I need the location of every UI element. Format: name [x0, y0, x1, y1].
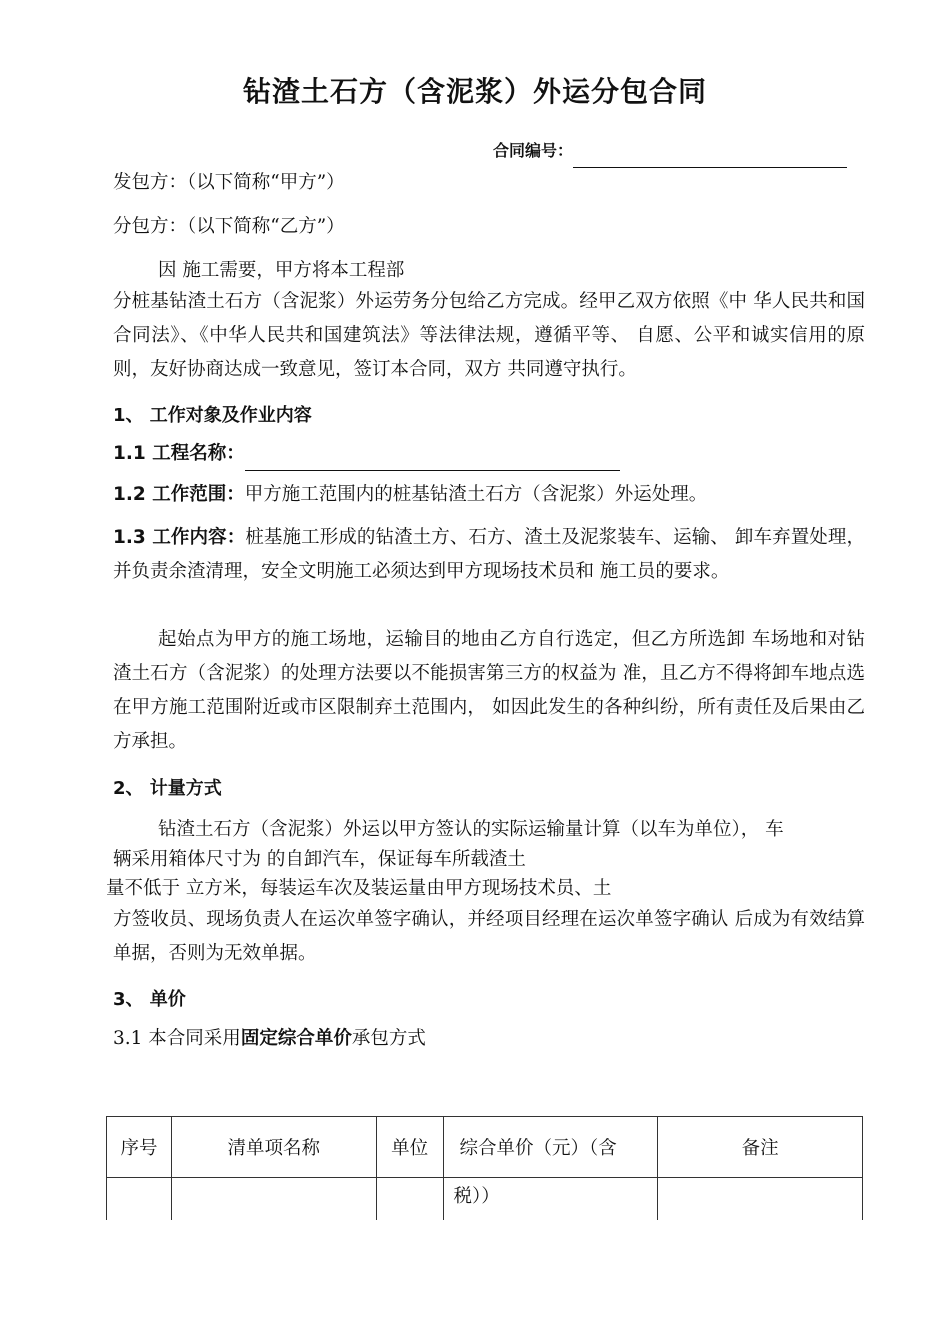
subcontractor-line: 分包方：（以下简称“乙方”） — [113, 216, 345, 237]
item-1-1-label: 1.1 工程名称： — [113, 443, 245, 464]
item-1-3-label: 1.3 工作内容： — [113, 527, 246, 548]
header-remarks: 备注 — [658, 1117, 863, 1178]
section-3-heading: 3、 单价 — [113, 989, 186, 1010]
item-3-1-prefix: 3.1 本合同采用 — [113, 1028, 241, 1049]
item-3-1-bold: 固定综合单价 — [240, 1028, 352, 1049]
section-1-paragraph: 起始点为甲方的施工场地，运输目的地由乙方自行选定，但乙方所选卸 车场地和对钻渣土石方（含泥浆）的处理方法要以不能损害第三方的权益为 准，且乙方不得将卸车地点选在甲方施工范围附近或市区限制弃土范围内， 如因此发生的各种纠纷，所有责任及后果由乙方承担。 — [113, 629, 865, 752]
cell-unit-price-continued: 税）） — [443, 1178, 658, 1228]
section-2-heading: 2、 计量方式 — [113, 778, 222, 799]
intro-first-line: 因 施工需要，甲方将本工程部 — [158, 260, 405, 281]
item-3-1 — [113, 1022, 426, 1056]
page-cut-mask — [0, 1220, 950, 1344]
contract-number-blank[interactable] — [573, 147, 847, 168]
employer-line: 发包方：（以下简称“甲方”） — [113, 172, 345, 193]
item-1-3 — [113, 521, 865, 589]
header-item-name: 清单项名称 — [171, 1117, 376, 1178]
item-1-2-label: 1.2 工作范围： — [113, 484, 245, 505]
item-3-1-suffix: 承包方式 — [351, 1028, 426, 1049]
item-1-1 — [113, 437, 620, 471]
intro-paragraph: 分桩基钻渣土石方（含泥浆）外运劳务分包给乙方完成。经甲乙双方依照《中 华人民共和国合同法》、《中华人民共和国建筑法》等法律法规，遵循平等、 自愿、公平和诚实信用的原则，友好协商达成一致意见，签订本合同，双方 共同遵守执行。 — [113, 291, 865, 380]
document-title: 钻渣土石方（含泥浆）外运分包合同 — [242, 75, 707, 108]
item-1-2-text: 甲方施工范围内的桩基钻渣土石方（含泥浆）外运处理。 — [244, 484, 708, 505]
contract-number-label: 合同编号： — [493, 141, 574, 160]
item-1-3-text: 桩基施工形成的钻渣土方、石方、渣土及泥浆装车、运输、 卸车弃置处理，并负责余渣清理，安全文明施工必须达到甲方现场技术员和 施工员的要求。 — [113, 527, 865, 582]
header-seq: 序号 — [107, 1117, 172, 1178]
header-unit-price: 综合单价（元）（含 — [443, 1117, 658, 1178]
item-1-2 — [113, 478, 707, 512]
section-2-rest: 方签收员、现场负责人在运次单签字确认，并经项目经理在运次单签字确认 后成为有效结算单据，否则为无效单据。 — [113, 909, 865, 964]
contract-number-line — [493, 134, 847, 168]
table-header-row — [107, 1117, 863, 1178]
project-name-blank[interactable] — [245, 446, 620, 471]
section-2-line-1: 钻渣土石方（含泥浆）外运以甲方签认的实际运输量计算（以车为单位）， 车 — [158, 819, 784, 840]
section-2-line-2: 辆采用箱体尺寸为 的自卸汽车，保证每车所载渣土 — [113, 849, 526, 870]
section-1-heading: 1、 工作对象及作业内容 — [113, 405, 312, 426]
section-2-line-3: 量不低于 立方米，每装运车次及装运量由甲方现场技术员、土 — [106, 878, 612, 899]
header-unit: 单位 — [376, 1117, 443, 1178]
unit-price-table — [106, 1116, 863, 1227]
